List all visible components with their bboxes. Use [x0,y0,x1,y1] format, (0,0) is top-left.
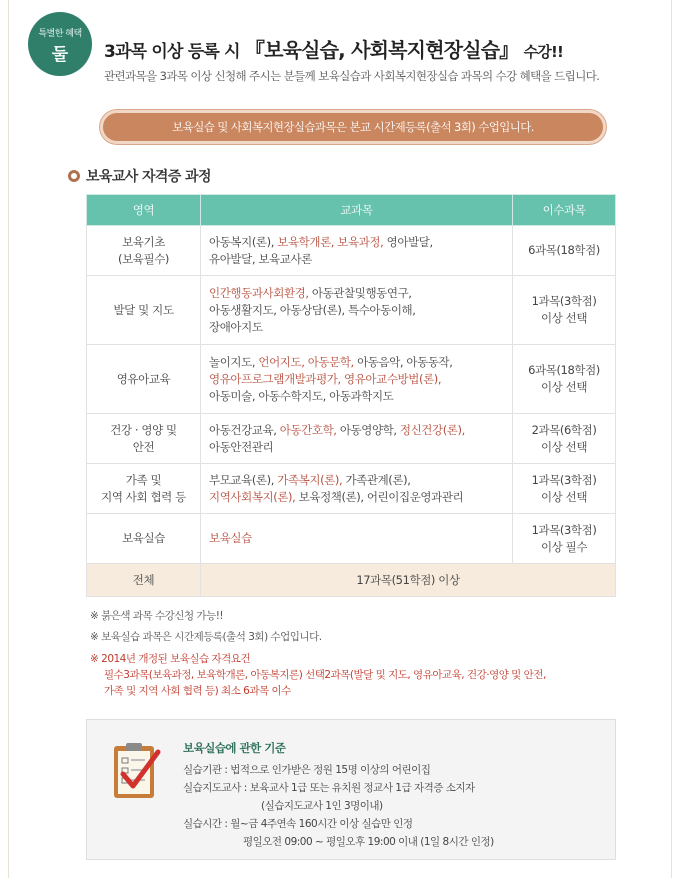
subjects-line [209,371,504,388]
open-subject: 보육학개론, 보육과정, [277,234,384,249]
credits-line: 1과목(3학점) [531,522,597,537]
benefit-title [104,34,563,63]
course-table-body [87,226,616,597]
subject: 보육정책(론), 어린이집운영과관리 [295,489,464,504]
notes [90,606,546,699]
area-line: (보육필수) [117,251,169,266]
subject: 유아발달, 보육교사론 [209,251,312,266]
subject: 아동안전관리 [209,439,274,454]
open-subject: 아동간호학, [279,422,337,437]
credits-cell [513,414,616,464]
subjects-line [209,302,504,319]
subjects-line [209,530,504,547]
subjects-cell [201,514,513,564]
open-subject: 지역사회복지(론), [209,489,296,504]
benefit-title-suffix: 수강!! [523,43,564,61]
credits-line: 이상 선택 [540,489,588,504]
area-cell [87,226,201,276]
subject: 아동건강교육, [209,422,280,437]
credits-line: 이상 선택 [540,439,588,454]
open-subject: 가족복지(론), [277,472,343,487]
credits-line: 1과목(3학점) [531,294,597,308]
subjects-line [209,422,504,439]
table-row [87,464,616,514]
practicum-supervisor-limit: (실습지도교사 1인 3명이내) [261,800,383,812]
area-cell [87,464,201,514]
practicum-standards-box [86,719,616,860]
practicum-title: 보육실습에 관한 기준 [183,741,286,755]
credits-cell [513,345,616,414]
benefit-title-prefix: 3과목 이상 등록 시 [104,42,240,62]
subjects-line [209,472,504,489]
subjects-cell [201,226,513,276]
credits-cell [513,226,616,276]
badge-big-text: 둘 [51,45,69,65]
credits-line: 이상 선택 [540,380,588,394]
credits-line: 이상 필수 [540,539,588,554]
practicum-details [183,761,494,851]
subjects-line [209,354,504,371]
credits-line: 6과목(18학점) [528,363,600,377]
subject: 아동생활지도, 아동상담(론), 특수아동이해, [209,302,416,317]
table-row [87,345,616,414]
badge-small-text: 특별한 혜택 [38,29,82,39]
subject: 장애아지도 [209,319,263,334]
table-header-row [87,195,616,226]
area-line: 지역 사회 협력 등 [101,489,186,504]
total-label: 전체 [87,564,201,597]
total-row [87,564,616,597]
subject: 놀이지도, [209,354,259,369]
note-practicum-attendance: ※ 보육실습 과목은 시간제등록(출석 3회) 수업입니다. [90,631,322,643]
open-subject: 보육실습 [209,531,252,545]
table-row [87,276,616,345]
open-subject: 언어지도, 아동문학, [258,354,354,369]
area-cell [87,514,201,564]
area-line: 영유아교육 [116,371,171,386]
header-credits: 이수과목 [513,195,616,226]
checklist-clipboard-icon [111,740,161,802]
credits-line: 2과목(6학점) [531,422,597,437]
benefit-badge [28,12,92,76]
subjects-line [209,439,504,456]
requirements-line2: 가족 및 지역 사회 협력 등) 최소 6과목 이수 [104,685,291,697]
total-value: 17과목(51학점) 이상 [201,564,616,597]
benefit-description: 관련과목을 3과목 이상 신청해 주시는 분들께 보육실습과 사회복지현장실습 과목의 수강 혜택을 드립니다. [104,69,600,83]
area-line: 보육실습 [122,531,165,545]
credits-line: 1과목(3학점) [531,472,597,487]
subject: 아동음악, 아동동작, [353,354,453,369]
credits-line: 이상 선택 [540,311,588,325]
subject: 아동미술, 아동수학지도, 아동과학지도 [209,388,394,403]
area-line: 건강 · 영양 및 [110,422,177,437]
subjects-line [209,489,504,506]
area-line: 발달 및 지도 [113,302,174,317]
header-subjects: 교과목 [201,195,513,226]
requirements-heading: ※ 2014년 개정된 보육실습 자격요건 [90,653,251,665]
practicum-supervisor: 실습지도교사 : 보육교사 1급 또는 유치원 정교사 1급 자격증 소지자 [183,782,475,794]
circle-bullet-icon [68,170,80,182]
course-table [86,194,616,597]
subjects-line [209,319,504,336]
note-2014-requirements [90,651,546,699]
area-line: 보육기초 [122,234,165,249]
attendance-notice: 보육실습 및 사회복지현장실습과목은 본교 시간제등록(출석 3회) 수업입니다. [100,110,606,144]
table-row [87,414,616,464]
benefit-title-highlight: 『보육실습, 사회복지현장실습』 [244,38,519,62]
practicum-hours-detail: 평일오전 09:00 ~ 평일오후 19:00 이내 (1일 8시간 인정) [243,836,494,848]
subject: 아동영양학, [336,422,400,437]
requirements-line1: 필수3과목(보육과정, 보육학개론, 아동복지론) 선택2과목(발달 및 지도, 영유아교육, 건강·영양 및 안전, [104,669,546,681]
practicum-institution: 실습기관 : 법적으로 인가받은 정원 15명 이상의 어린이집 [183,764,431,776]
credits-line: 6과목(18학점) [528,243,600,257]
subject: 아동복지(론), [209,234,278,249]
area-cell [87,345,201,414]
practicum-hours: 실습시간 : 월~금 4주연속 160시간 이상 실습만 인정 [183,818,413,830]
subjects-line [209,234,504,251]
credits-cell [513,514,616,564]
credits-cell [513,276,616,345]
header-area: 영역 [87,195,201,226]
subject: 영아발달, [383,234,433,249]
credits-cell [513,464,616,514]
subjects-line [209,388,504,405]
table-row [87,514,616,564]
open-subject: 인간행동과사회환경, [209,285,309,300]
subjects-cell [201,414,513,464]
subjects-cell [201,345,513,414]
open-subject: 영유아프로그램개발과평가, 영유아교수방법(론), [209,371,442,386]
section-title [68,166,211,186]
area-line: 가족 및 [125,472,162,487]
area-cell [87,276,201,345]
subject: 가족관계(론), [342,472,411,487]
subjects-line [209,285,504,302]
area-cell [87,414,201,464]
note-red-subjects: ※ 붉은색 과목 수강신청 가능!! [90,610,224,622]
subject: 아동관찰및행동연구, [308,285,412,300]
subjects-cell [201,276,513,345]
open-subject: 정신건강(론), [399,422,465,437]
section-title-text: 보육교사 자격증 과정 [86,169,211,185]
area-line: 안전 [132,439,155,454]
subjects-cell [201,464,513,514]
subjects-line [209,251,504,268]
table-row [87,226,616,276]
subject: 부모교육(론), [209,472,278,487]
